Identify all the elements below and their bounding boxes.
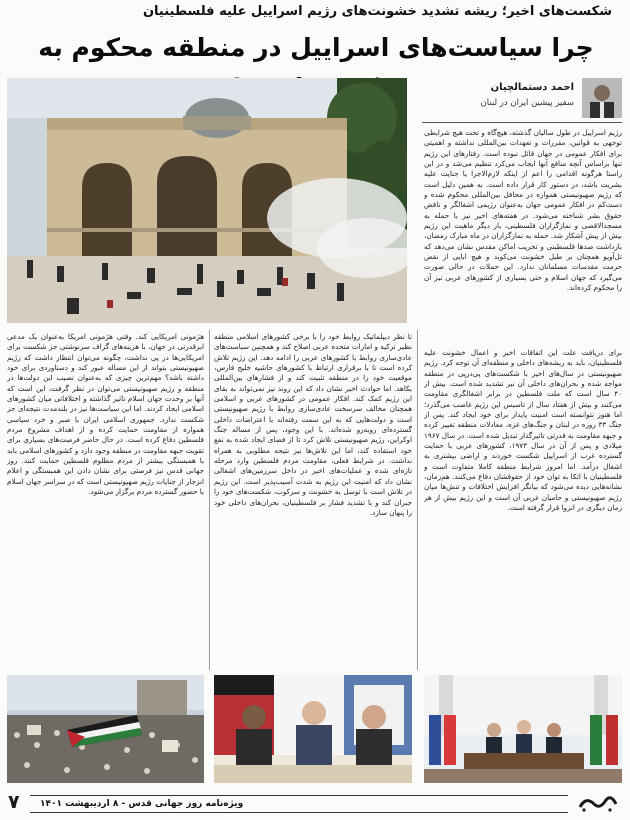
paragraph: تا نظر دیپلماتیک روابط خود را با برخی کشورهای اسلامی منطقه نظیر ترکیه و امارات متحده عربی اصلاح کند و همچنین سیاست‌های عادی‌سازی روابط با کشورهای عربی را ادامه دهد. این رژیم تلاش کرده است تا با برقراری ارتباط با کشورهای حاشیه خلیج فارس، موقعیت خود را در منطقه تثبیت کند و از فشارهای بین‌المللی بکاهد. اما حوادث اخیر نشان داد که این روند نیز نمی‌تواند به بقای این رژیم کمک کند. افکار عمومی در کشورهای عربی و اسلامی همچنان مخالف سرسخت عادی‌سازی روابط با رژیم صهیونیستی است و دولت‌هایی که به این سمت رفته‌اند با اعتراضات داخلی گسترده‌ای روبه‌رو شده‌اند. با این وجود، پس از مساله جنگ اوکراین، رژیم صهیونیستی تلاش کرد تا از فضای ایجاد شده به نفع خود استفاده کند، اما این تلاش‌ها نیز نتیجه مطلوبی به همراه نداشت. در شرایط فعلی، مقاومت مردم فلسطین وارد مرحله تازه‌ای شده و عملیات‌های اخیر در داخل سرزمین‌های اشغالی نشان داد که امنیت این رژیم به شدت آسیب‌پذیر است. این رژیم در تلاش است با توسل به خشونت و سرکوب، شکست‌های خود را جبران کند و با تشدید فشار بر فلسطینیان، بحران‌های داخلی خود را پنهان سازد. [214, 332, 412, 517]
article-column-left [7, 332, 204, 670]
author-portrait-illustration [582, 78, 622, 118]
photo-quds-day-rally [7, 675, 204, 783]
signing-photo-illustration [424, 675, 622, 783]
main-photo-al-aqsa [7, 78, 407, 323]
author-role: سفیر پیشین ایران در لبنان [480, 98, 574, 108]
author-box [422, 78, 622, 120]
newspaper-logo [576, 792, 620, 814]
paragraph: هژمونی امریکایی کند. وقتی هژمونی امریکا به‌عنوان یک مدعی ابرقدرتی در جهان، با هزینه‌های گزاف سرنوشتی جز شکست برای امریکایی‌ها در پی نداشت، چگونه می‌توان انتظار داشت که رژیم صهیونیستی بتواند از این مساله عبور کند و دستاوردی برای خود داشته باشد؟ مهم‌ترین چیزی که به‌عنوان نصیب این دولت‌ها در منطقه و رژیم صهیونیستی می‌توان در نظر گرفت، این است که آنها بر وحدت جهان اسلام تاثیر گذاشته و اختلافاتی میان کشورهای اسلامی ایجاد کردند. اما این سیاست‌ها نیز در بلندمدت نتیجه‌ای جز شکست ندارد. جمهوری اسلامی ایران با صبر و خرد سیاسی همواره از مقاومت حمایت کرده و از اهداف مشروع مردم فلسطین دفاع کرده است. در حال حاضر فرصت‌های بسیاری برای تقویت جبهه مقاومت در منطقه وجود دارد و کشورهای اسلامی باید با همبستگی بیشتر از مردم مظلوم فلسطین حمایت کنند. روز جهانی قدس نیز فرصتی برای نشان دادن این همبستگی و اعلام انزجار از جنایات رژیم صهیونیستی است که در سراسر جهان اسلام با حضور گسترده مردم برگزار می‌شود. [7, 332, 204, 497]
article-column-right-top [424, 128, 622, 346]
paragraph: رژیم اسراییل در طول سالیان گذشته، هیچ‌گاه و تحت هیچ شرایطی توجهی به قوانین، مقررات و تعهدات بین‌المللی نداشته و اهمیتی برای افکار عمومی در جهان قائل نبوده است. رفتارهای این رژیم تنها براساس آنچه منافع آنها ایجاب می‌کرد تنظیم می‌شد و در این راستا هرگونه اقدامی را اعم از اینکه لازم‌الاجرا یا جنایت علیه بشریت باشد، در دستور کار قرار داده است. به همین دلیل است که رژیم صهیونیستی همواره در محافل بین‌المللی محکوم شده و دست‌کم در افکار عمومی جهان به‌عنوان رژیمی اشغالگر و ناقض حقوق بشر شناخته می‌شود. در هفته‌های اخیر نیز با حمله به مسجدالاقصی و نمازگزاران فلسطینی، بار دیگر ماهیت این رژیم بیش از پیش آشکار شد. حمله به نمازگزاران در ماه مبارک رمضان، بازداشت صدها فلسطینی و تخریب اماکن مقدس نشان می‌دهد که تل‌آویو همچنان بر طبل خشونت می‌کوبد و هیچ ابایی از نقض حرمت مقدسات مسلمانان ندارد. این حملات در حالی صورت می‌گیرد که جهان اسلام و حتی بسیاری از کشورهای عربی نیز آن را محکوم کرده‌اند. [424, 128, 622, 293]
headline: چرا سیاست‌های اسراییل در منطقه محکوم به [38, 33, 594, 62]
author-name: احمد دستمالچیان [490, 82, 574, 93]
page-footer [0, 788, 630, 820]
photo-camp-david-leaders [214, 675, 412, 783]
column-divider [209, 330, 210, 670]
article-column-middle [214, 332, 412, 670]
column-divider [417, 330, 418, 670]
newspaper-logo-mark [576, 792, 620, 814]
author-photo [582, 78, 622, 118]
kicker-subtitle: شکست‌های اخیر؛ ریشه تشدید خشونت‌های رژیم اسراییل علیه فلسطینیان [142, 4, 612, 19]
article-column-right-bottom [424, 348, 622, 670]
photo-abraham-accords-signing [424, 675, 622, 783]
issue-label: ویژه‌نامه روز جهانی قدس - ۸ اردیبهشت ۱۴۰۱ [40, 799, 244, 809]
leaders-photo-illustration [214, 675, 412, 783]
page-number: ۷ [8, 791, 20, 813]
rally-photo-illustration [7, 675, 204, 783]
al-aqsa-photo-illustration [7, 78, 407, 323]
author-divider [422, 122, 622, 123]
paragraph: برای دریافت علت این اتفاقات اخیر و اعمال خشونت علیه فلسطینیان، باید به ریشه‌های داخلی و منطقه‌ای آن توجه کرد. رژیم صهیونیستی در سال‌های اخیر با شکست‌های پی‌درپی در منطقه مواجه شده و بحران‌های داخلی آن نیز تشدید شده است. بیش از ۴۰ سال است که ملت فلسطین در برابر اشغالگری مقاومت می‌کنند و بیش از هفتاد سال از تاسیس این رژیم غاصب می‌گذرد؛ اما هنوز نتوانسته است امنیت پایدار برای خود ایجاد کند. پس از جنگ ۳۳ روزه در لبنان و جنگ‌های غزه، معادلات منطقه تغییر کرده و جبهه مقاومت به قدرتی تاثیرگذار تبدیل شده است. در سال ۱۹۶۷ میلادی و پس از آن در سال ۱۹۷۳، کشورهای عربی با حمایت گسترده غرب از اسراییل شکست خوردند و اراضی بیشتری به اشغال درآمد. اما امروز شرایط منطقه کاملا متفاوت است و فلسطینیان با اتکا به توان خود از حقوقشان دفاع می‌کنند. هم‌زمان، نشانه‌هایی دیده می‌شود که بیانگر افزایش اختلافات و تنش‌ها میان رژیم صهیونیستی و حامیان غربی آن است و این رژیم بیش از هر زمان دیگری در انزوا قرار گرفته است. [424, 348, 622, 513]
